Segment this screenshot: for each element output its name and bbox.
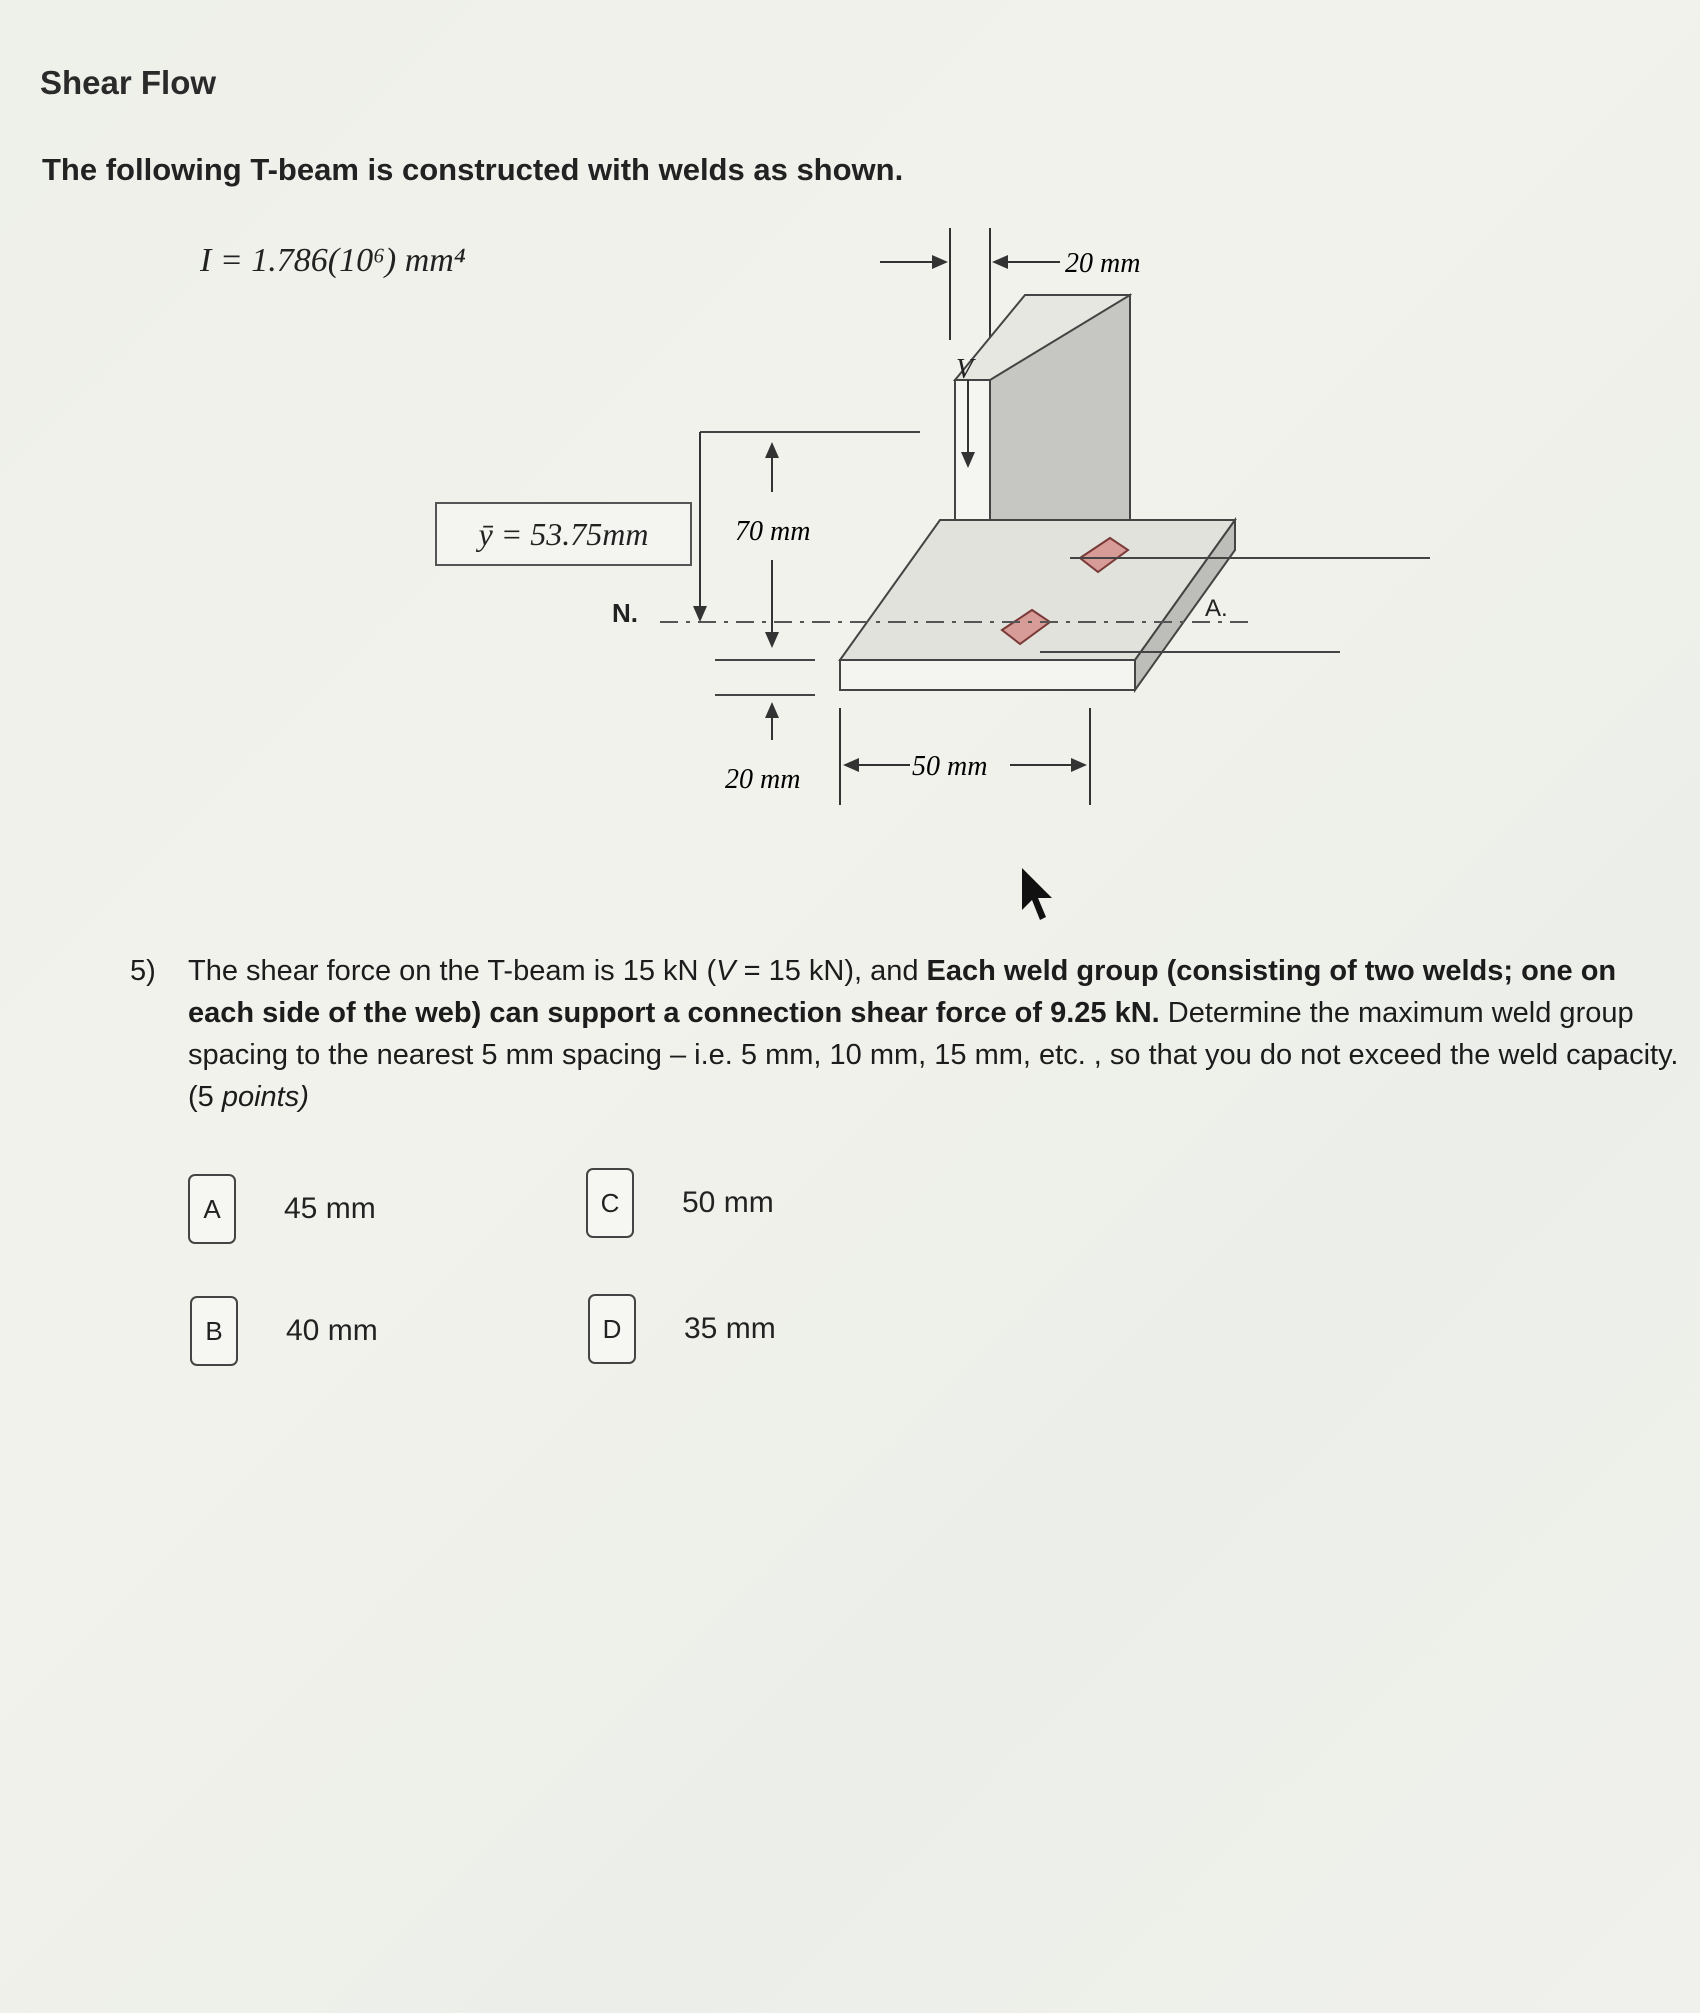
option-d[interactable] [588, 1294, 776, 1364]
dim-top-width: 20 mm [1065, 248, 1141, 279]
option-d-letter[interactable]: D [588, 1294, 636, 1364]
option-a-text: 45 mm [284, 1192, 376, 1225]
question-text-a: The shear force on the T-beam is 15 kN ( [188, 955, 717, 987]
intro-text: The following T-beam is constructed with welds as shown. [42, 152, 904, 187]
inertia-formula: I = 1.786(10⁶) mm⁴ [200, 242, 466, 279]
ybar-label: ȳ = 53.75mm [478, 515, 649, 552]
t-beam-diagram [612, 220, 1440, 820]
dim-flange: 20 mm [725, 764, 801, 795]
option-a-letter[interactable]: A [188, 1174, 236, 1244]
option-a[interactable] [188, 1174, 376, 1244]
na-label: N. [612, 598, 638, 628]
shear-label: V [956, 354, 974, 385]
option-c[interactable] [586, 1168, 774, 1238]
option-b[interactable] [190, 1296, 378, 1366]
dim-web: 70 mm [735, 516, 811, 547]
option-b-letter[interactable]: B [190, 1296, 238, 1366]
option-c-letter[interactable]: C [586, 1168, 634, 1238]
mouse-cursor-icon [1020, 866, 1054, 922]
dim-bottom-width: 50 mm [912, 751, 988, 782]
question-v-symbol: V [716, 955, 736, 987]
axis-label: A. [1205, 595, 1228, 622]
page-title: Shear Flow [40, 64, 217, 101]
question-text-b: = 15 kN), and [735, 955, 927, 987]
question-number: 5) [130, 955, 156, 987]
option-d-text: 35 mm [684, 1312, 776, 1345]
question-text-c: Determine the maximum weld group spacing to the nearest 5 mm spacing – i.e. 5 mm, 10 mm, 15 mm, etc. , so that you do not exceed the weld capacity. (5 [188, 997, 1679, 1113]
option-b-text: 40 mm [286, 1314, 378, 1347]
option-c-text: 50 mm [682, 1186, 774, 1219]
question-5 [130, 950, 1680, 1118]
question-points: points) [221, 1081, 309, 1113]
question-bold-text: Each weld group (consisting of two welds; one on each side of the web) can support a connection shear force of 9.25 kN. [188, 955, 1617, 1029]
